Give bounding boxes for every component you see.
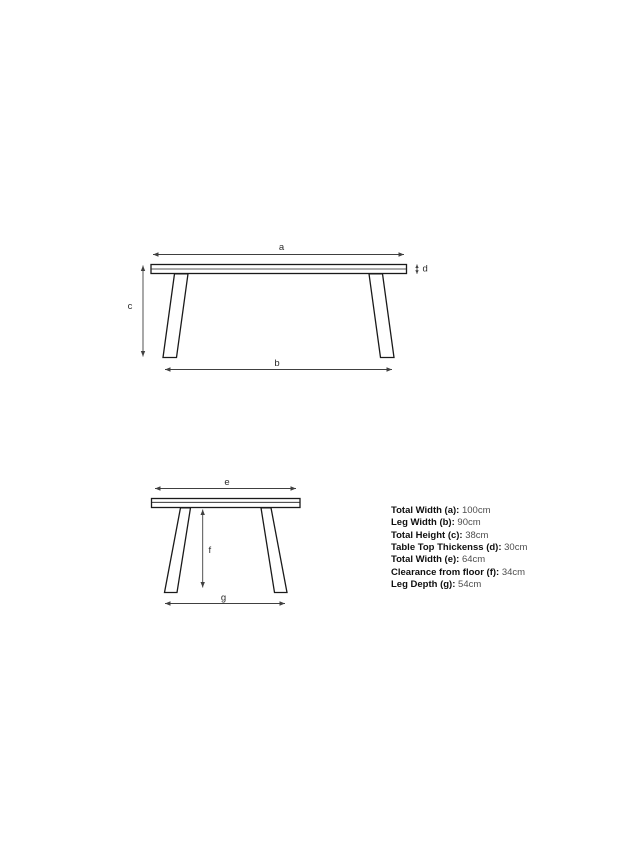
dimension-letter-b: b bbox=[274, 358, 280, 369]
legend-value: 38cm bbox=[465, 529, 489, 541]
table-top-side bbox=[152, 499, 301, 508]
dimension-letter-a: a bbox=[278, 242, 285, 253]
legend-label: Leg Width (b): bbox=[391, 517, 455, 529]
legend-label: Total Width (e): bbox=[391, 554, 460, 566]
dimension-letter-f: f bbox=[208, 545, 212, 556]
legend-row bbox=[391, 579, 527, 591]
legend-label: Leg Depth (g): bbox=[391, 579, 456, 591]
legend-value: 54cm bbox=[458, 579, 482, 591]
dimension-letter-g: g bbox=[220, 592, 227, 604]
dimensions-legend bbox=[391, 505, 527, 591]
legend-value: 100cm bbox=[461, 505, 491, 516]
legend-row bbox=[391, 542, 527, 554]
table-leg-side-right bbox=[261, 508, 287, 593]
table-leg-front-right bbox=[369, 274, 394, 358]
legend-label: Table Top Thickenss (d): bbox=[391, 542, 502, 554]
dimension-letter-e: e bbox=[224, 477, 230, 488]
legend-label: Total Height (c): bbox=[391, 529, 463, 541]
legend-label: Total Width (a): bbox=[391, 505, 460, 516]
dimension-letter-d: d bbox=[422, 263, 428, 275]
legend-value: 90cm bbox=[457, 517, 481, 529]
legend-row bbox=[391, 530, 527, 542]
table-leg-front-left bbox=[163, 274, 188, 358]
legend-label: Clearance from floor (f): bbox=[391, 566, 500, 578]
dimension-letter-c: c bbox=[127, 301, 133, 312]
side-view-drawing bbox=[152, 477, 301, 604]
legend-value: 34cm bbox=[501, 566, 526, 578]
legend-row bbox=[391, 505, 527, 517]
legend-row bbox=[391, 517, 527, 529]
legend-row bbox=[391, 554, 527, 566]
legend-value: 30cm bbox=[504, 542, 528, 554]
front-view-drawing bbox=[128, 242, 428, 370]
table-leg-side-left bbox=[165, 508, 191, 593]
legend-row bbox=[391, 567, 527, 579]
legend-value: 64cm bbox=[461, 554, 486, 566]
